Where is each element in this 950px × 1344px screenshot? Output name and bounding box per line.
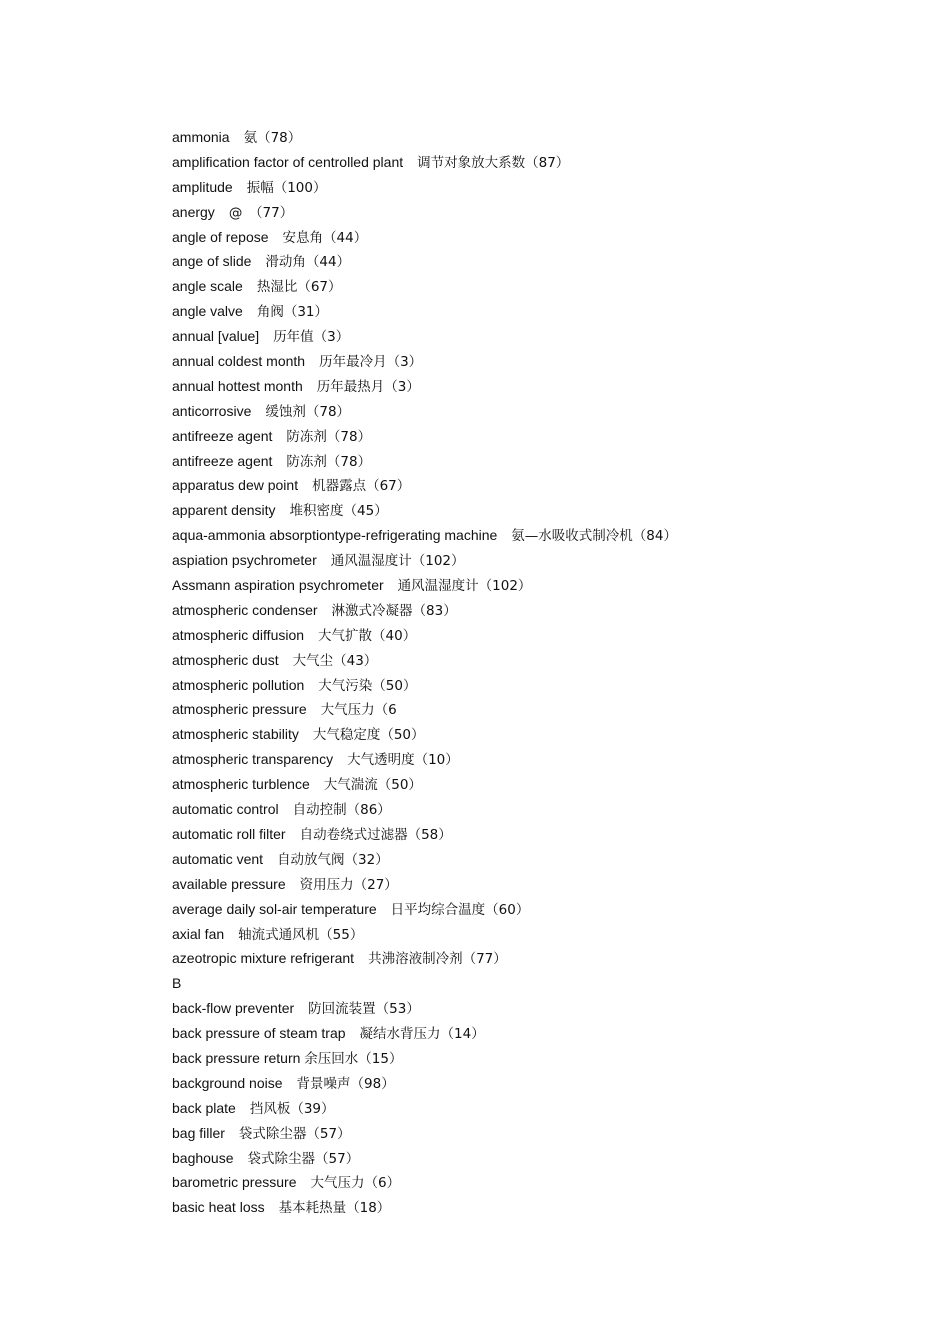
- term-chinese: 历年值（3）: [273, 329, 350, 346]
- glossary-entry: [172, 374, 912, 399]
- term-english: back pressure return: [172, 1049, 301, 1066]
- term-english: aspiation psychrometer: [172, 552, 317, 569]
- glossary-entry: [172, 648, 912, 673]
- term-chinese: 大气透明度（10）: [347, 752, 459, 769]
- term-english: atmospheric diffusion: [172, 626, 305, 643]
- term-chinese: 氨（78）: [243, 130, 302, 146]
- glossary-entry: [172, 598, 912, 623]
- glossary-entry: [172, 1170, 912, 1195]
- term-chinese: 通风温湿度计（102）: [397, 578, 532, 595]
- term-chinese: 堆积密度（45）: [289, 503, 388, 520]
- term-chinese: 共沸溶液制冷剂（77）: [368, 951, 507, 968]
- glossary-entry: [172, 673, 912, 698]
- term-chinese: @ （77）: [228, 204, 294, 221]
- glossary-entry: [172, 225, 912, 250]
- term-chinese: 滑动角（44）: [265, 254, 351, 271]
- term-chinese: 袋式除尘器（57）: [247, 1150, 360, 1167]
- term-chinese: 资用压力（27）: [299, 876, 398, 893]
- term-chinese: 机器露点（67）: [312, 478, 411, 495]
- term-english: amplitude: [172, 178, 233, 195]
- term-chinese: 余压回水（15）: [304, 1050, 403, 1067]
- term-chinese: 防冻剂（78）: [286, 453, 372, 470]
- glossary-entry: [172, 1071, 912, 1096]
- term-english: bag filler: [172, 1124, 225, 1141]
- term-english: automatic control: [172, 801, 279, 818]
- term-english: angle of repose: [172, 228, 269, 245]
- term-english: average daily sol-air temperature: [172, 900, 377, 917]
- glossary-entry: [172, 175, 912, 200]
- glossary-entry: [172, 1021, 912, 1046]
- term-chinese: 振幅（100）: [246, 179, 327, 196]
- glossary-entry: [172, 200, 912, 225]
- glossary-entry: [172, 150, 912, 175]
- term-chinese: 大气稳定度（50）: [312, 727, 425, 744]
- term-english: atmospheric pressure: [172, 701, 307, 718]
- glossary-entry: [172, 424, 912, 449]
- term-chinese: 淋激式冷凝器（83）: [331, 602, 457, 619]
- term-chinese: 历年最冷月（3）: [319, 354, 423, 371]
- glossary-entry: [172, 324, 912, 349]
- glossary-entry: [172, 822, 912, 847]
- term-english: amplification factor of centrolled plant: [172, 153, 404, 170]
- term-english: ange of slide: [172, 253, 252, 270]
- term-english: apparent density: [172, 502, 276, 519]
- term-english: atmospheric condenser: [172, 601, 318, 618]
- glossary-entry: [172, 399, 912, 424]
- term-english: apparatus dew point: [172, 477, 299, 494]
- term-chinese: 历年最热月（3）: [316, 378, 420, 395]
- term-english: back-flow preventer: [172, 1000, 295, 1017]
- glossary-entry: [172, 449, 912, 474]
- glossary-entry: [172, 697, 912, 722]
- glossary-entry: [172, 523, 912, 548]
- glossary-entry: [172, 548, 912, 573]
- term-chinese: 防回流装置（53）: [308, 1001, 420, 1018]
- glossary-entry: [172, 747, 912, 772]
- glossary-entry: [172, 772, 912, 797]
- term-chinese: 大气湍流（50）: [323, 777, 422, 794]
- term-english: azeotropic mixture refrigerant: [172, 950, 355, 967]
- glossary-entry: [172, 1096, 912, 1121]
- term-chinese: 安息角（44）: [282, 229, 368, 246]
- term-chinese: 挡风板（39）: [249, 1100, 335, 1117]
- term-english: B: [172, 975, 182, 992]
- term-english: atmospheric turblence: [172, 776, 310, 793]
- glossary-entry: [172, 299, 912, 324]
- section-heading: [172, 971, 912, 996]
- term-chinese: 缓蚀剂（78）: [265, 403, 351, 420]
- term-chinese: 轴流式通风机（55）: [238, 926, 364, 943]
- term-english: atmospheric stability: [172, 726, 299, 743]
- term-chinese: 基本耗热量（18）: [278, 1200, 391, 1217]
- term-english: annual hottest month: [172, 377, 303, 394]
- glossary-entry: [172, 274, 912, 299]
- term-chinese: 自动放气阀（32）: [277, 851, 389, 868]
- term-english: angle scale: [172, 278, 243, 295]
- glossary-entry: [172, 996, 912, 1021]
- term-english: annual coldest month: [172, 353, 306, 370]
- term-chinese: 大气扩散（40）: [318, 627, 417, 644]
- glossary-entry: [172, 623, 912, 648]
- term-chinese: 防冻剂（78）: [286, 428, 372, 445]
- term-english: antifreeze agent: [172, 427, 273, 444]
- term-english: anticorrosive: [172, 402, 252, 419]
- term-english: available pressure: [172, 875, 286, 892]
- term-chinese: 大气压力（6: [320, 702, 397, 719]
- term-english: atmospheric pollution: [172, 676, 305, 693]
- term-chinese: 凝结水背压力（14）: [359, 1026, 485, 1043]
- glossary-entry: [172, 125, 912, 150]
- term-english: background noise: [172, 1074, 283, 1091]
- glossary-entry: [172, 573, 912, 598]
- term-english: back plate: [172, 1099, 236, 1116]
- term-english: annual [value]: [172, 328, 260, 345]
- term-english: Assmann aspiration psychrometer: [172, 577, 384, 594]
- glossary-entry: [172, 922, 912, 947]
- term-english: aqua-ammonia absorptiontype-refrigerating machine: [172, 527, 498, 544]
- term-chinese: 袋式除尘器（57）: [238, 1125, 351, 1142]
- term-english: baghouse: [172, 1149, 234, 1166]
- term-english: automatic vent: [172, 850, 264, 867]
- term-chinese: 日平均综合温度（60）: [390, 901, 530, 918]
- term-english: automatic roll filter: [172, 825, 286, 842]
- term-english: anergy: [172, 203, 215, 220]
- glossary-entry: [172, 473, 912, 498]
- term-chinese: 大气污染（50）: [318, 677, 417, 694]
- term-chinese: 氨—水吸收式制冷机（84）: [511, 528, 677, 545]
- glossary-entry: [172, 897, 912, 922]
- term-chinese: 自动控制（86）: [292, 802, 391, 819]
- glossary-entry: [172, 946, 912, 971]
- term-chinese: 通风温湿度计（102）: [330, 553, 465, 570]
- term-chinese: 自动卷绕式过滤器（58）: [299, 826, 452, 843]
- term-english: ammonia: [172, 129, 230, 145]
- term-chinese: 大气压力（6）: [310, 1175, 401, 1192]
- term-chinese: 调节对象放大系数（87）: [417, 154, 570, 171]
- term-english: atmospheric transparency: [172, 751, 334, 768]
- term-english: antifreeze agent: [172, 452, 273, 469]
- term-chinese: 大气尘（43）: [292, 652, 378, 669]
- glossary-entry: [172, 1046, 912, 1071]
- term-english: basic heat loss: [172, 1199, 265, 1216]
- glossary-list: [172, 125, 912, 1220]
- glossary-entry: [172, 1195, 912, 1220]
- glossary-entry: [172, 722, 912, 747]
- term-chinese: 角阀（31）: [256, 304, 329, 321]
- glossary-entry: [172, 1121, 912, 1146]
- glossary-entry: [172, 797, 912, 822]
- term-english: barometric pressure: [172, 1174, 297, 1191]
- glossary-entry: [172, 1146, 912, 1171]
- glossary-entry: [172, 872, 912, 897]
- glossary-entry: [172, 349, 912, 374]
- term-english: back pressure of steam trap: [172, 1025, 346, 1042]
- glossary-entry: [172, 249, 912, 274]
- glossary-entry: [172, 847, 912, 872]
- term-chinese: 热湿比（67）: [256, 279, 342, 296]
- term-english: angle valve: [172, 303, 243, 320]
- glossary-entry: [172, 498, 912, 523]
- term-chinese: 背景噪声（98）: [296, 1075, 395, 1092]
- term-english: atmospheric dust: [172, 651, 279, 668]
- term-english: axial fan: [172, 925, 225, 942]
